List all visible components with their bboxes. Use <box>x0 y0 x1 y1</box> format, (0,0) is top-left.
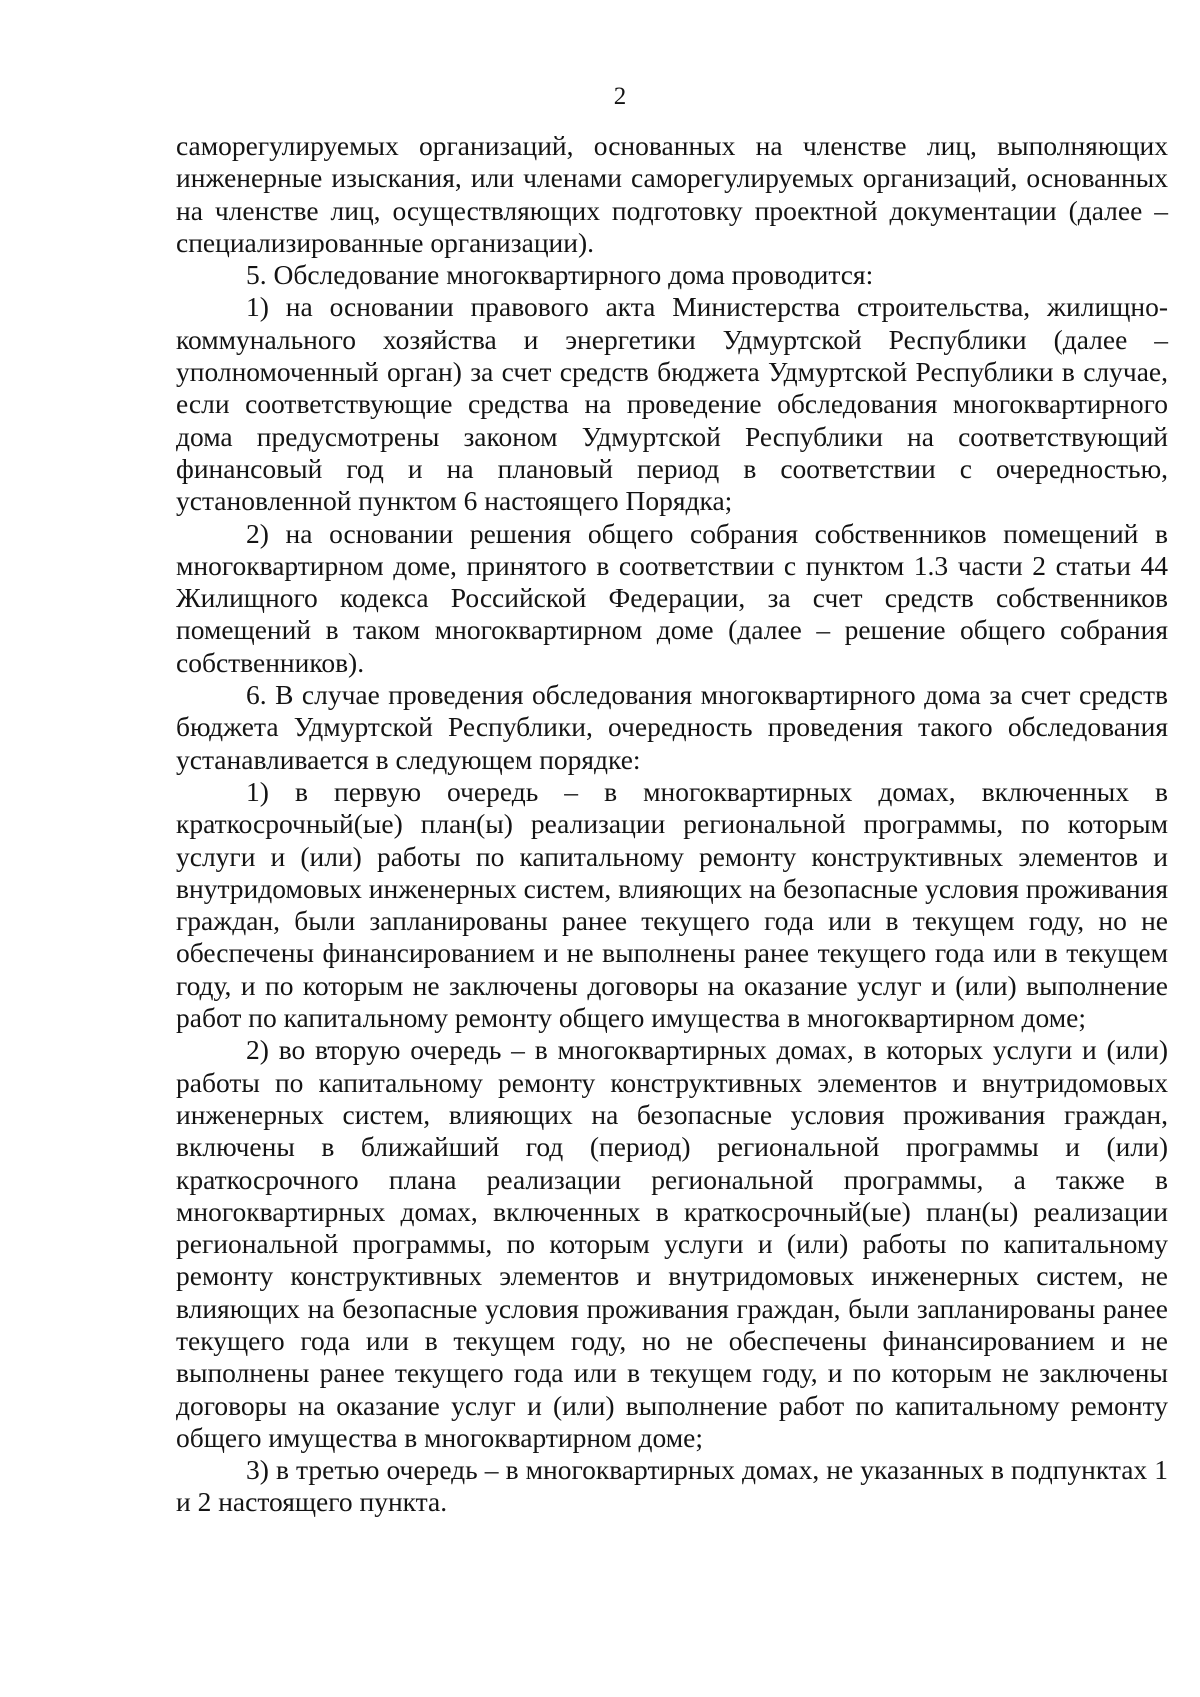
paragraph-item-6-3: 3) в третью очередь – в многоквартирных домах, не указанных в подпунктах 1 и 2 настоящего пункта. <box>176 1454 1168 1518</box>
paragraph-item-6-1: 1) в первую очередь – в многоквартирных домах, включенных в краткосрочный(ые) план(ы) реализации региональной программы, по которым услуги и (или) работы по капитальному ремонту конструктивных элементов и внутридомовых инженерных систем, влияющих на безопасные условия проживания граждан, были запланированы ранее текущего года или в текущем году, но не обеспечены финансированием и не выполнены ранее текущего года или в текущем году, и по которым не заключены договоры на оказание услуг и (или) выполнение работ по капитальному ремонту общего имущества в многоквартирном доме; <box>176 775 1168 1034</box>
paragraph-item-5-1: 1) на основании правового акта Министерства строительства, жилищно-коммунального хозяйства и энергетики Удмуртской Республики (далее – уполномоченный орган) за счет средств бюджета Удмуртской Республики в случае, если соответствующие средства на проведение обследования многоквартирного дома предусмотрены законом Удмуртской Республики на соответствующий финансовый год и на плановый период в соответствии с очередностью, установленной пунктом 6 настоящего Порядка; <box>176 291 1168 517</box>
document-body <box>176 130 1168 1519</box>
paragraph-continuation: саморегулируемых организаций, основанных на членстве лиц, выполняющих инженерные изыскания, или членами саморегулируемых организаций, основанных на членстве лиц, осуществляющих подготовку проектной документации (далее – специализированные организации). <box>176 130 1168 258</box>
paragraph-item-5-2: 2) на основании решения общего собрания собственников помещений в многоквартирном доме, принятого в соответствии с пунктом 1.3 части 2 статьи 44 Жилищного кодекса Российской Федерации, за счет средств собственников помещений в таком многоквартирном доме (далее – решение общего собрания собственников). <box>176 517 1168 678</box>
page-number: 2 <box>613 83 627 110</box>
paragraph-item-6-2: 2) во вторую очередь – в многоквартирных домах, в которых услуги и (или) работы по капитальному ремонту конструктивных элементов и внутридомовых инженерных систем, влияющих на безопасные условия проживания граждан, включены в ближайший год (период) региональной программы и (или) краткосрочного плана реализации региональной программы, а также в многоквартирных домах, включенных в краткосрочный(ые) план(ы) реализации региональной программы, по которым услуги и (или) работы по капитальному ремонту конструктивных элементов и внутридомовых инженерных систем, не влияющих на безопасные условия проживания граждан, были запланированы ранее текущего года или в текущем году, но не обеспечены финансированием и не выполнены ранее текущего года или в текущем году, и по которым не заключены договоры на оказание услуг и (или) выполнение работ по капитальному ремонту общего имущества в многоквартирном доме; <box>176 1034 1168 1453</box>
paragraph-item-5: 5. Обследование многоквартирного дома проводится: <box>246 259 874 291</box>
paragraph-item-6: 6. В случае проведения обследования многоквартирного дома за счет средств бюджета Удмуртской Республики, очередность проведения такого обследования устанавливается в следующем порядке: <box>176 679 1168 775</box>
